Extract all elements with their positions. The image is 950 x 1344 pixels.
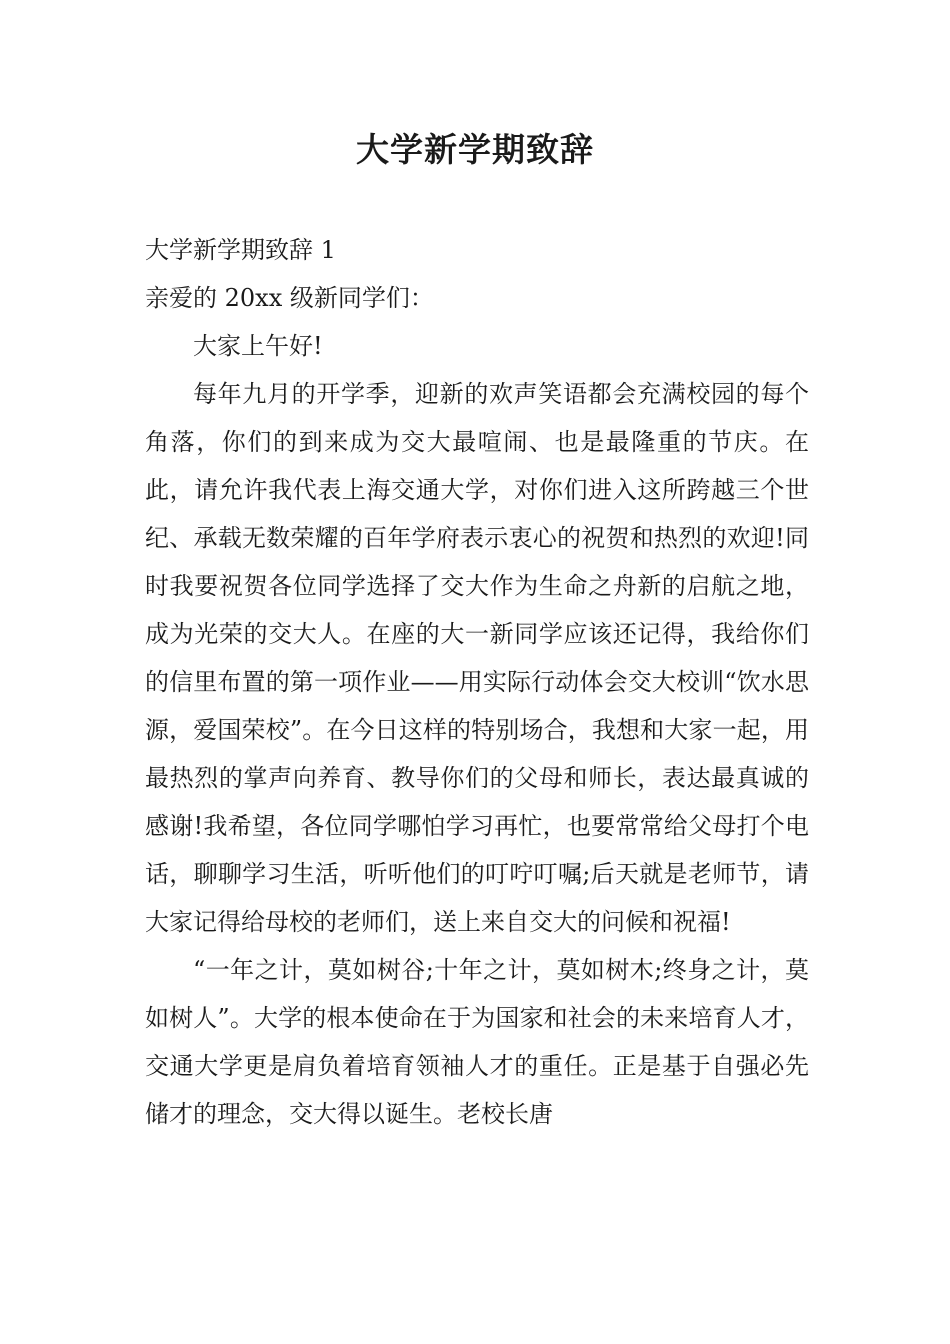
section-heading: 大学新学期致辞 1 — [145, 236, 336, 264]
body-paragraph: “一年之计，莫如树谷;十年之计，莫如树木;终身之计，莫如树人”。大学的根本使命在于为国家和社会的未来培育人才，交通大学更是肩负着培育领袖人才的重任。正是基于自强必先储才的理念，交大得以诞生。老校长唐 — [145, 956, 809, 1128]
document-body — [145, 226, 809, 1138]
document-title: 大学新学期致辞 — [356, 130, 594, 169]
body-paragraph: 每年九月的开学季，迎新的欢声笑语都会充满校园的每个角落，你们的到来成为交大最喧闹、也是最隆重的节庆。在此，请允许我代表上海交通大学，对你们进入这所跨越三个世纪、承载无数荣耀的百年学府表示衷心的祝贺和热烈的欢迎!同时我要祝贺各位同学选择了交大作为生命之舟新的启航之地，成为光荣的交大人。在座的大一新同学应该还记得，我给你们的信里布置的第一项作业——用实际行动体会交大校训“饮水思源，爱国荣校”。在今日这样的特别场合，我想和大家一起，用最热烈的掌声向养育、教导你们的父母和师长，表达最真诚的感谢!我希望，各位同学哪怕学习再忙，也要常常给父母打个电话，聊聊学习生活，听听他们的叮咛叮嘱;后天就是老师节，请大家记得给母校的老师们，送上来自交大的问候和祝福! — [145, 380, 809, 936]
salutation: 亲爱的 20xx 级新同学们： — [145, 284, 434, 312]
greeting-paragraph: 大家上午好! — [193, 332, 323, 360]
